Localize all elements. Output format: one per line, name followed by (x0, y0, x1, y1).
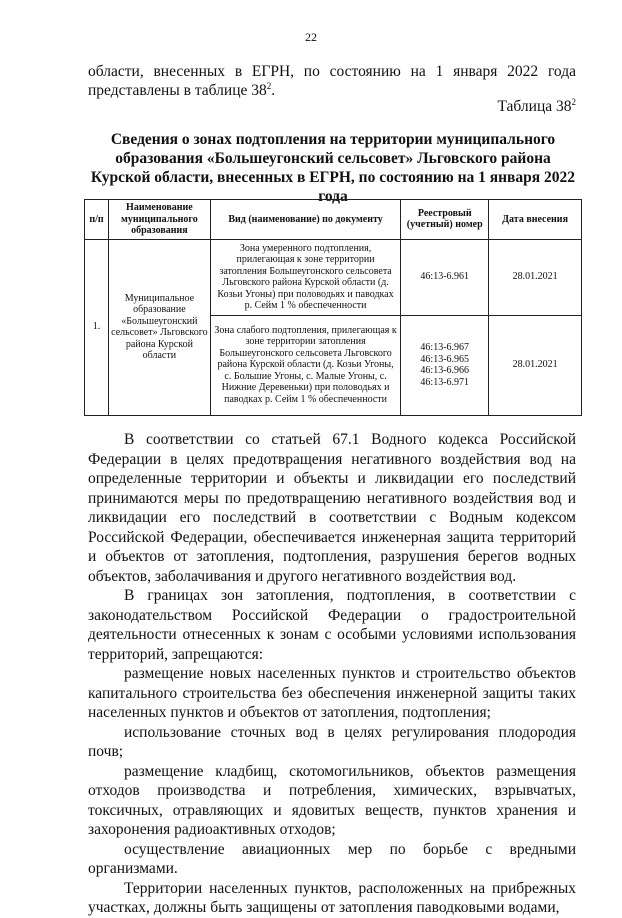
table-caption-superscript: 2 (571, 96, 576, 107)
zone-type-cell: Зона слабого подтопления, прилегающая к зоне территории затопления Большеугонского сельсовета Льговского района Курской области (д. Козьи Угоны, с. Большие Угоны, с. Малые Угоны, с. Нижние Деревеньки) при половодьях и паводках р. Сейм 1 % обеспеченности (210, 315, 400, 415)
paragraph-water-code: В соответствии со статьей 67.1 Водного кодекса Российской Федерации в целях предотвращения негативного воздействия вод на определенные территории и объекты и ликвидации его последствий принимаются меры по предотвращению негативного воздействия вод и ликвидации его последствий в соответствии с Водным кодексом Российской Федерации, обеспечивается инженерная защита территорий и объектов от затопления, подтопления, разрушения берегов водных объектов, заболачивания и другого негативного воздействия вод. (88, 431, 576, 585)
table-header-row (85, 200, 582, 240)
prohibition-item: размещение новых населенных пунктов и строительство объектов капитального строительства без обеспечения инженерной защиты таких населенных пунктов и объектов от затопления, подтопления; (88, 665, 576, 721)
row-number-cell: 1. (85, 239, 109, 415)
intro-line-1: области, внесенных в ЕГРН, по состоянию на 1 января 2022 года (88, 63, 576, 80)
prohibition-item: осуществление авиационных мер по борьбе с вредными организмами. (88, 840, 576, 877)
intro-paragraph (88, 62, 576, 100)
table-caption-text: Таблица 38 (497, 98, 572, 115)
prohibition-item: размещение кладбищ, скотомогильников, объектов размещения отходов производства и потребления, химических, взрывчатых, токсичных, отравляющих и ядовитых веществ, пунктов хранения и захоронения радиоактивных отходов; (88, 762, 576, 838)
page-number: 22 (305, 30, 317, 44)
zone-type-cell: Зона умеренного подтопления, прилегающая к зоне территории затопления Большеугонского сельсовета Льговского района Курской области (д. Козьи Угоны) при половодьях и паводках р. Сейм 1 % обеспеченности (210, 239, 400, 315)
header-registry: Реестровый (учетный) номер (401, 200, 489, 240)
paragraph-coastal-protection: Территории населенных пунктов, расположенных на прибрежных участках, должны быть защищены от затопления паводковыми водами, (88, 879, 576, 916)
intro-line-2-text: представлены в таблице 38 (88, 82, 267, 99)
header-municipality: Наименование муниципального образования (108, 200, 210, 240)
header-date: Дата внесения (489, 200, 582, 240)
table-caption (497, 98, 576, 116)
date-cell: 28.01.2021 (489, 315, 582, 415)
registry-number-cell: 46:13-6.967 46:13-6.965 46:13-6.966 46:13-6.971 (401, 315, 489, 415)
header-type: Вид (наименование) по документу (210, 200, 400, 240)
header-num: п/п (85, 200, 109, 240)
date-cell: 28.01.2021 (489, 239, 582, 315)
prohibition-item: использование сточных вод в целях регулирования плодородия почв; (88, 723, 576, 760)
intro-superscript: 2 (266, 80, 272, 91)
paragraph-prohibitions-intro: В границах зон затопления, подтопления, в соответствии с законодательством Российской Федерации о градостроительной деятельности отнесенных к зонам с особыми условиями использования территорий, запрещаются: (88, 587, 576, 663)
municipality-cell: Муниципальное образование «Большеугонский сельсовет» Льговского района Курской области (108, 239, 210, 415)
intro-line-2-end: . (271, 82, 276, 99)
registry-number-cell: 46:13-6.961 (401, 239, 489, 315)
body-text (88, 430, 576, 918)
table-heading: Сведения о зонах подтопления на территории муниципального образования «Большеугонский сельсовет» Льговского района Курской области, внесенных в ЕГРН, по состоянию на 1 января 2022 года (90, 131, 576, 205)
flood-zones-table (84, 199, 582, 416)
table-row (85, 239, 582, 315)
